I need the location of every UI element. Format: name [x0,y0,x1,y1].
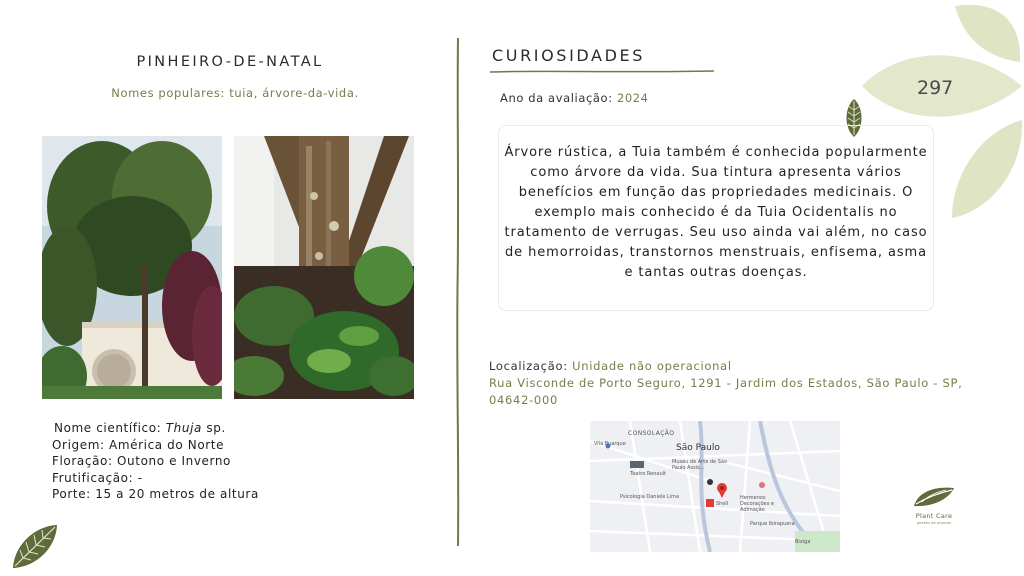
size: Porte: 15 a 20 metros de altura [52,487,259,501]
map-label-psicologia: Psicologia Daniele Lima [620,494,680,500]
plant-info [52,420,259,503]
vertical-divider [455,38,461,546]
brand-leaf-icon [912,484,956,508]
plant-title: PINHEIRO-DE-NATAL [136,54,324,70]
scientific-name [52,420,259,437]
fruiting: Frutificação: - [52,470,143,485]
location-label: Localização: [489,359,568,373]
location [489,358,989,409]
map-label-masp: Museu de Arte de São Paulo Assis... [672,459,727,471]
evaluation-year-value: 2024 [616,91,649,105]
popular-names-value: tuia, árvore-da-vida. [229,86,359,100]
brand-logo [902,484,966,525]
leaf-icon-bottom-left [10,522,60,570]
popular-names [0,86,470,100]
tree-photo [42,136,222,399]
trunk-photo [234,136,414,399]
evaluation-year-label: Ano da avaliação: [500,91,613,105]
origin: Origem: América do Norte [52,437,225,452]
map-label-sao-paulo: São Paulo [676,443,720,453]
evaluation-year [500,91,649,105]
popular-names-label: Nomes populares: [111,86,225,100]
map-label-parque: Parque Ibirapuera [750,521,795,527]
scientific-name-suffix: sp. [206,421,226,435]
map-label-shell: Shell [716,501,729,507]
map-label-vila-buarque: Vila Buarque [594,441,626,447]
curiosities-title: CURIOSIDADES [492,46,645,65]
map-label-teatro: Teatro Renault [630,471,666,477]
scientific-name-label: Nome científico: [54,421,162,435]
title-underline [490,69,714,74]
flowering: Floração: Outono e Inverno [52,454,231,468]
address: Rua Visconde de Porto Seguro, 1291 - Jardim dos Estados, São Paulo - SP, 04642-000 [489,376,963,407]
scientific-name-value: Thuja [165,421,202,435]
location-map[interactable] [590,421,840,552]
curiosity-text: Árvore rústica, a Tuia também é conhecida popularmente como árvore da vida. Sua tintura apresenta vários benefícios em função das propriedades medicinais. O exemplo mais conhecido é da Tuia Ocidentalis no tratamento de verrugas. Seu uso ainda vai além, no caso de hemorroidas, transtornos menstruais, enfisema, asma e tantas outras doenças. [498,125,934,311]
map-label-hermenos: Hermenos Decorações e Adimação [740,495,775,513]
location-status: Unidade não operacional [572,359,732,373]
brand-tagline: gestão de plantas [916,520,951,525]
page-number: 297 [917,77,954,99]
map-label-consolacao: CONSOLAÇÃO [628,430,675,437]
map-label-bixiga: Bixiga [795,539,811,545]
brand-name: Plant Care [915,512,953,520]
